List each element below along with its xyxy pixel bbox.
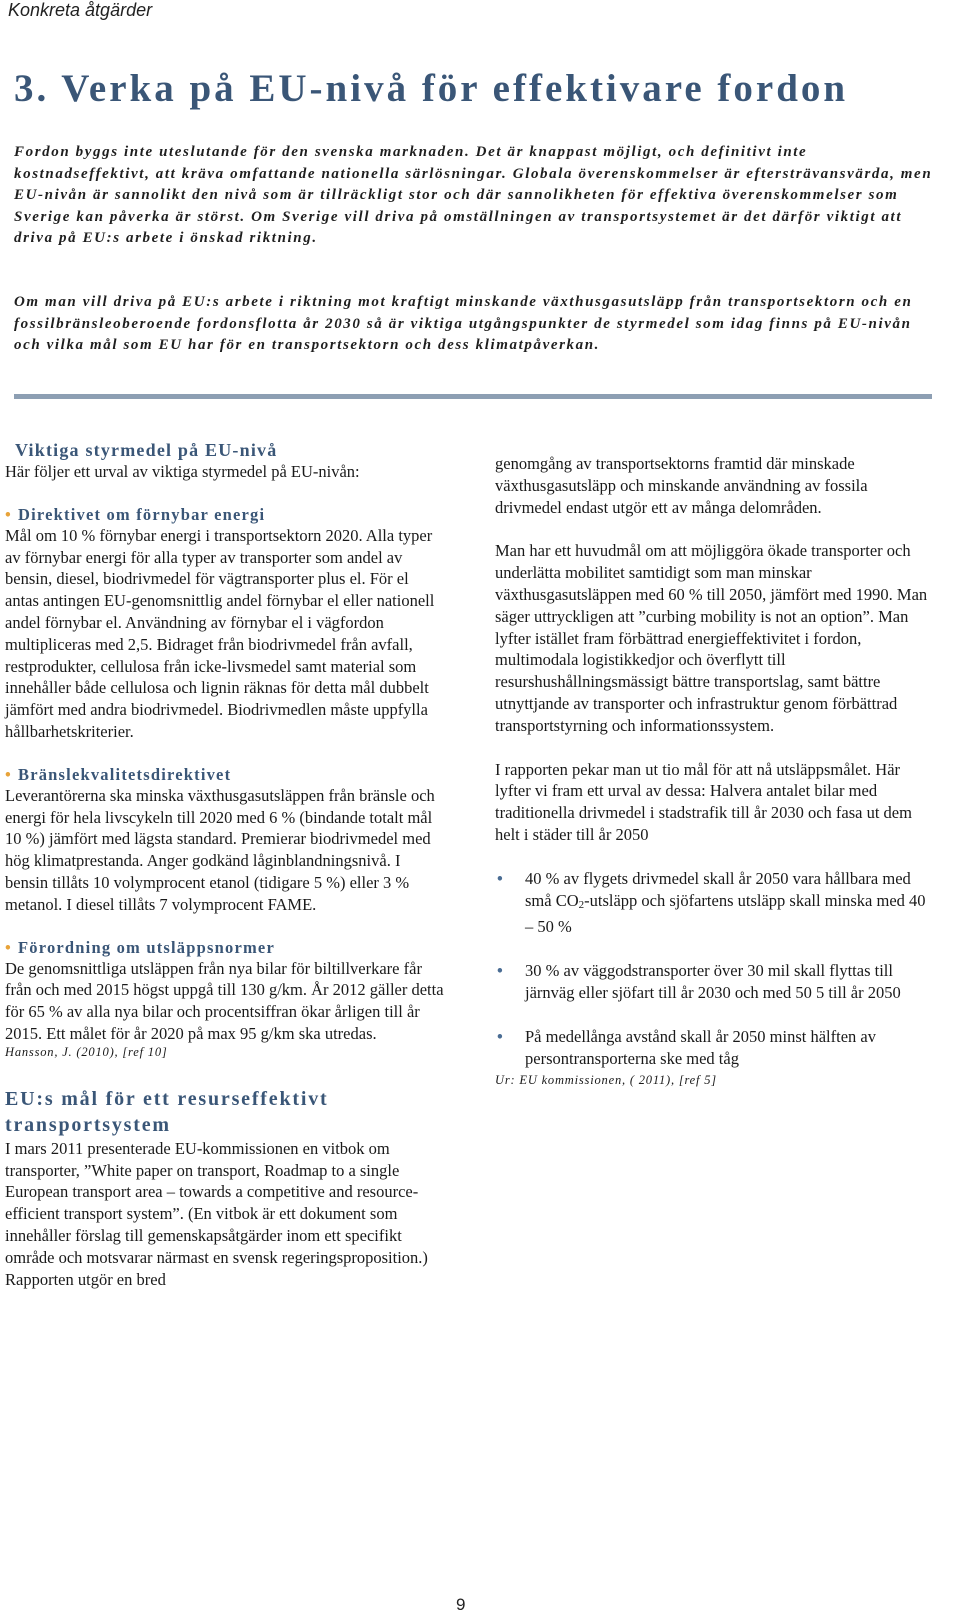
- policy-title: Bränslekvalitetsdirektivet: [17, 764, 232, 784]
- bullet-icon: •: [5, 764, 12, 784]
- right-paragraph-1: genomgång av transportsektorns framtid där minskade växthusgasutsläpp och minskande användning av fossila drivmedel endast utgör ett av många delområden.: [495, 454, 868, 517]
- right-paragraph-3: I rapporten pekar man ut tio mål för att nå utsläppsmålet. Här lyfter vi fram ett urval av dessa: Halvera antalet bilar med traditionella drivmedel i stadstrafik till år 2030 och fasa ut dem helt i städer till år 2050: [495, 759, 912, 844]
- bullet-icon: •: [497, 868, 503, 888]
- goals-list: [495, 868, 935, 1070]
- policy-text: Mål om 10 % förnybar energi i transportsektorn 2020. Alla typer av förnybar energi för alla typer av transporter som andel av bensin, diesel, biodrivmedel för vägtransporter plus el. För el antas antingen EU-genomsnittlig andel förnybar el eller nationell andel förnybar el. Användning av förnybar el i vägfordon multipliceras med 2,5. Bidraget från biodrivmedel från avfall, restprodukter, cellulosa från icke-livsmedel samt material som innehåller både cellulosa och lignin räknas för detta mål dubbelt jämfört med andra biodrivmedel. Biodrivmedlen måste uppfylla hållbarhetskriterier.: [5, 525, 435, 741]
- lead-paragraph: Här följer ett urval av viktiga styrmedel på EU-nivån:: [5, 462, 360, 481]
- bullet-icon: •: [497, 1026, 503, 1046]
- left-column: [5, 440, 445, 1290]
- policy-text: Leverantörerna ska minska växthusgasutsläppen från bränsle och energi för hela livscykeln till 2020 med 6 % (bindande totalt mål 10 %) jämfört med lägsta standard. Premierar biodrivmedel med hög klimatprestanda. Anger godkänd låginblandningsnivå. I bensin tillåts 10 volymprocent etanol (tidigare 5 %) eller 3 % metanol. I diesel tillåts 7 volymprocent FAME.: [5, 785, 435, 914]
- policy-item-fuel-quality: [5, 765, 445, 916]
- policy-item-renewable: [5, 505, 445, 743]
- bullet-icon: •: [497, 961, 503, 981]
- bullet-icon: •: [5, 937, 12, 957]
- list-item: • På medellånga avstånd skall år 2050 minst hälften av persontransporterna ske med tåg: [497, 1026, 876, 1068]
- bullet-icon: •: [5, 504, 12, 524]
- policy-title: Direktivet om förnybar energi: [17, 504, 266, 524]
- list-item: • 30 % av väggodstransporter över 30 mil skall flyttas till järnväg eller sjöfart till år 2030 och med 50 5 till år 2050: [497, 961, 901, 1002]
- page-number: 9: [456, 1595, 466, 1614]
- intro-paragraph-2: Om man vill driva på EU:s arbete i riktning mot kraftigt minskande växthusgasutsläpp från transportsektorn och en fossilbränsleoberoende fordonsflotta år 2030 så är viktiga utgångspunkter de styrmedel som idag finns på EU-nivån och vilka mål som EU har för en transportsektorn och dess klimatpåverkan.: [14, 294, 913, 353]
- policy-title: Förordning om utsläppsnormer: [17, 937, 275, 957]
- right-column: [495, 440, 935, 1088]
- section-heading-eu-goals: EU:s mål för ett resurseffektivt transportsystem: [5, 1087, 329, 1136]
- chapter-title: 3. Verka på EU-nivå för effektivare fordon: [14, 67, 849, 110]
- right-paragraph-2: Man har ett huvudmål om att möjliggöra ökade transporter och underlätta mobilitet samtidigt som man minskar växthusgasutsläppen med 60 % till 2050, jämfört med 1990. Man säger uttryckligen att ”curbing mobility is not an option”. Man lyfter istället fram förbättrad energieffektivitet i fordon, multimodala logistikkedjor och överflytt till resurshushållningsmässigt bättre transportslag, samt bättre utnyttjande av transporter och infrastruktur genom förbättrad transportstyrning och informationssystem.: [495, 541, 928, 735]
- running-header: Konkreta åtgärder: [8, 0, 153, 20]
- policy-text: De genomsnittliga utsläppen från nya bilar för biltillverkare får från och med 2015 högst uppgå till 130 g/km. År 2012 gäller detta för 65 % av alla nya bilar och procentsiffran ökar årligen till år 2015. Ett målet för år 2020 på max 95 g/km ska utredas.: [5, 958, 444, 1043]
- list-item: • 40 % av flygets drivmedel skall år 2050 vara hållbara med små $CO_2$-utsläpp och sjöfartens utsläpp skall minska med 40 – 50 %: [497, 868, 926, 937]
- section-heading-styrmedel: Viktiga styrmedel på EU-nivå: [15, 440, 278, 460]
- policy-item-emission-norms: [5, 938, 445, 1045]
- eu-goals-paragraph: I mars 2011 presenterade EU-kommissionen en vitbok om transporter, ”White paper on transport, Roadmap to a single European transport area – towards a competitive and resource-efficient transport system”. (En vitbok är ett dokument som innehåller förslag till gemenskapsåtgärder inom ett specifikt område och motsvarar närmast en svensk regeringsproposition.) Rapporten utgör en bred: [5, 1138, 428, 1289]
- section-divider: [14, 394, 932, 399]
- source-citation-right: Ur: EU kommissionen, ( 2011), [ref 5]: [495, 1073, 717, 1088]
- intro-paragraph-1: Fordon byggs inte uteslutande för den svenska marknaden. Det är knappast möjligt, och definitivt inte kostnadseffektivt, att kräva omfattande nationella särlösningar. Globala överenskommelser är eftersträvansvärda, men EU-nivån är sannolikt den nivå som är tillräckligt stor och där sannolikheten för effektiva överenskommelser som Sverige kan påverka är störst. Om Sverige vill driva på omställningen av transportsystemet är det därför viktigt att driva på EU:s arbete i önskad riktning.: [14, 144, 933, 246]
- source-citation-left: Hansson, J. (2010), [ref 10]: [5, 1044, 168, 1059]
